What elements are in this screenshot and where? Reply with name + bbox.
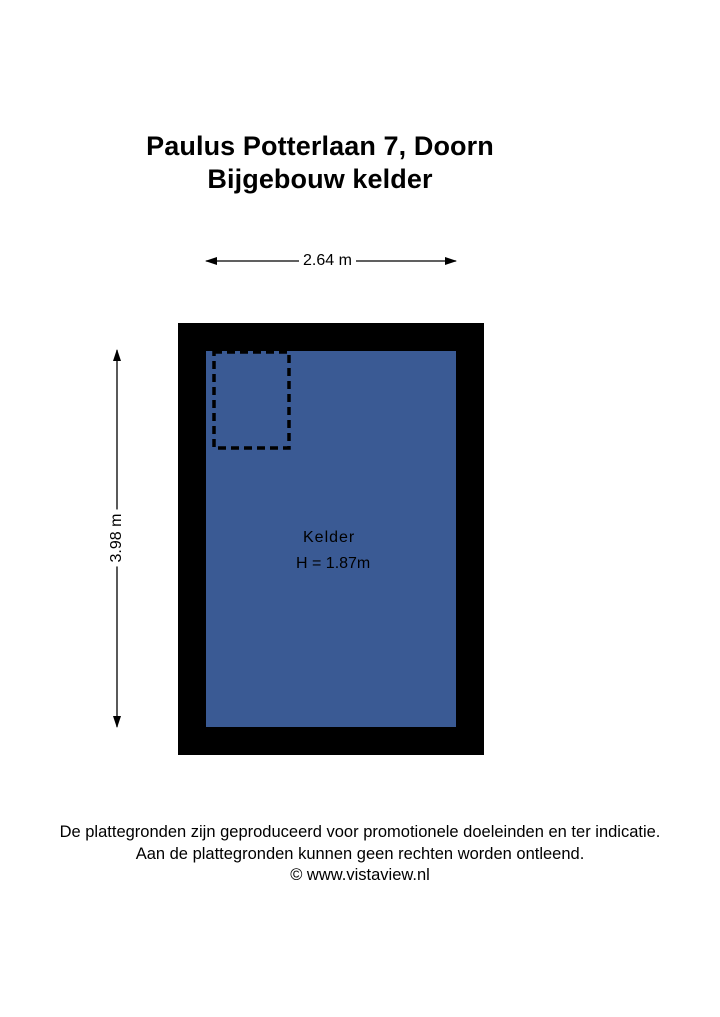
height-dimension-label: 3.98 m: [108, 510, 126, 567]
copyright-line: © www.vistaview.nl: [290, 866, 430, 884]
room-name-label: Kelder: [303, 529, 356, 546]
disclaimer-line-2: Aan de plattegronden kunnen geen rechten worden ontleend.: [135, 845, 585, 863]
plan-address-title: Paulus Potterlaan 7, Doorn: [146, 131, 494, 161]
disclaimer-line-1: De plattegronden zijn geproduceerd voor promotionele doeleinden en ter indicatie.: [59, 823, 661, 841]
width-dimension-label: 2.64 m: [299, 252, 356, 270]
room-height-label: H = 1.87m: [296, 555, 371, 572]
plan-floor-title: Bijgebouw kelder: [207, 164, 433, 194]
